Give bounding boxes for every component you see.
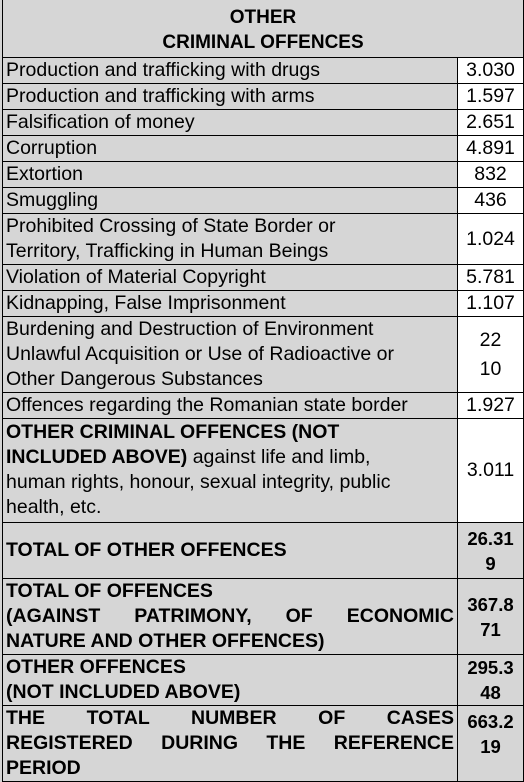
label-line: NATURE AND OTHER OFFENCES): [6, 630, 325, 652]
row-value-kidnapping: 1.107: [458, 291, 524, 317]
row-label-line: Unlawful Acquisition or Use of Radioactive or: [6, 343, 395, 365]
total-cases-value: [458, 706, 524, 782]
table-row: [3, 58, 524, 84]
value-line: 9: [485, 552, 496, 574]
table-row: [3, 317, 524, 393]
table-row: [3, 162, 524, 188]
row-value-arms: 1.597: [458, 84, 524, 110]
value-line: 367.8: [467, 593, 514, 615]
row-label-other-criminal-offences: [3, 419, 458, 523]
row-label-arms: Production and trafficking with arms: [3, 84, 458, 110]
table-row: [3, 655, 524, 706]
other-offences-not-included-value: [458, 655, 524, 706]
row-value-radioactive: 10: [479, 357, 502, 380]
table-row: [3, 188, 524, 214]
row-label-kidnapping: Kidnapping, False Imprisonment: [3, 291, 458, 317]
row-label-border-crossing: [3, 214, 458, 265]
label-line: PERIOD: [6, 757, 81, 779]
label-line: TOTAL OF OFFENCES: [6, 580, 213, 602]
table-row: [3, 291, 524, 317]
row-value-smuggling: 436: [458, 188, 524, 214]
other-offences-not-included-label: [3, 655, 458, 706]
row-label-line: Other Dangerous Substances: [6, 368, 263, 390]
table-row: [3, 214, 524, 265]
row-label-falsification: Falsification of money: [3, 110, 458, 136]
row-value-extortion: 832: [458, 162, 524, 188]
label-line: against life and limb,: [187, 446, 371, 468]
row-label-drugs: Production and trafficking with drugs: [3, 58, 458, 84]
bold-label-line: INCLUDED ABOVE): [6, 446, 188, 468]
table-row: [3, 419, 524, 523]
label-line: (AGAINST PATRIMONY, OF ECONOMIC: [6, 605, 454, 627]
table-row: [3, 393, 524, 419]
row-value-drugs: 3.030: [458, 58, 524, 84]
total-offences-label: [3, 579, 458, 655]
value-line: 295.3: [467, 657, 514, 678]
row-value-copyright: 5.781: [458, 265, 524, 291]
row-label-corruption: Corruption: [3, 136, 458, 162]
row-label-state-border: Offences regarding the Romanian state border: [3, 393, 458, 419]
label-line: OTHER OFFENCES: [6, 656, 186, 678]
total-cases-label: [3, 706, 458, 782]
total-other-offences-value: [458, 523, 524, 579]
table-header-row: [3, 0, 524, 58]
row-value-environment-radioactive: [458, 317, 524, 393]
table-row: [3, 706, 524, 782]
row-value-state-border: 1.927: [458, 393, 524, 419]
label-line: THE TOTAL NUMBER OF CASES: [6, 707, 454, 729]
value-line: 19: [480, 736, 501, 757]
table-row: [3, 579, 524, 655]
table-row: [3, 136, 524, 162]
row-value-other-criminal-offences: 3.011: [458, 419, 524, 523]
total-other-offences-label: TOTAL OF OTHER OFFENCES: [3, 523, 458, 579]
row-label-line: Territory, Trafficking in Human Beings: [6, 240, 329, 262]
table-row: [3, 110, 524, 136]
row-label-copyright: Violation of Material Copyright: [3, 265, 458, 291]
row-value-border-crossing: 1.024: [458, 214, 524, 265]
table-header: [3, 0, 524, 58]
row-value-falsification: 2.651: [458, 110, 524, 136]
row-value-environment: 22: [479, 328, 502, 351]
value-line: 663.2: [467, 711, 514, 732]
row-label-line: Burdening and Destruction of Environment: [6, 318, 374, 340]
label-line: REGISTERED DURING THE REFERENCE: [6, 732, 454, 754]
label-line: health, etc.: [6, 496, 102, 518]
row-value-corruption: 4.891: [458, 136, 524, 162]
row-label-environment-radioactive: [3, 317, 458, 393]
value-line: 26.31: [467, 527, 514, 549]
label-line: (NOT INCLUDED ABOVE): [6, 681, 241, 703]
header-line-1: OTHER: [229, 7, 297, 28]
bold-label-line: OTHER CRIMINAL OFFENCES (NOT: [6, 421, 340, 443]
row-label-smuggling: Smuggling: [3, 188, 458, 214]
table-row: [3, 84, 524, 110]
row-label-extortion: Extortion: [3, 162, 458, 188]
header-line-2: CRIMINAL OFFENCES: [162, 32, 364, 53]
table-row: [3, 523, 524, 579]
value-line: 71: [480, 618, 501, 640]
table-row: [3, 265, 524, 291]
total-offences-value: [458, 579, 524, 655]
row-label-line: Prohibited Crossing of State Border or: [6, 215, 336, 237]
label-line: human rights, honour, sexual integrity, public: [6, 471, 391, 493]
criminal-offences-table: [2, 0, 524, 782]
value-line: 48: [480, 682, 501, 703]
